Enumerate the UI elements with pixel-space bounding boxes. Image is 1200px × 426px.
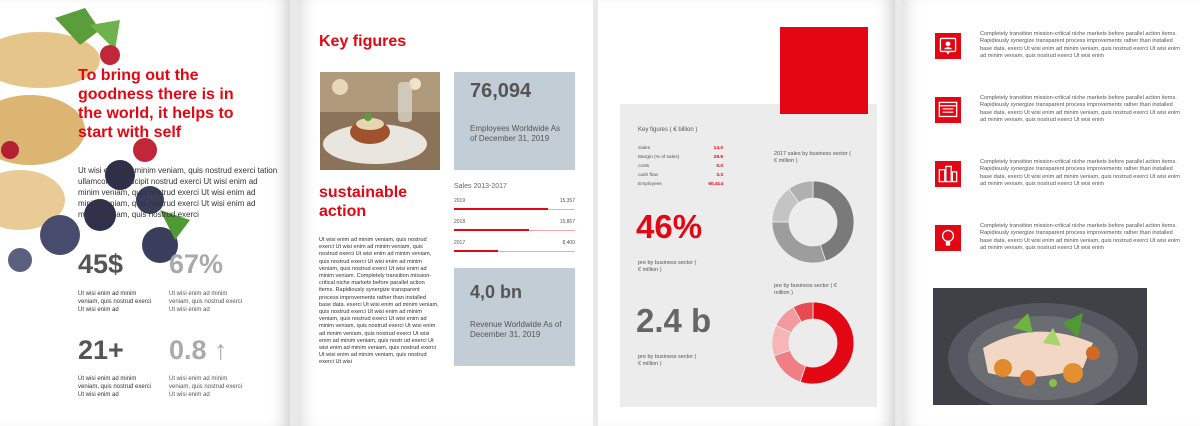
- table-row: [638, 164, 723, 173]
- table-row-label: Margin (% of sales): [638, 155, 680, 160]
- table-row-value: 14.0: [713, 146, 723, 151]
- sales-row: [454, 216, 575, 236]
- table-row-value: 60,414: [708, 182, 723, 187]
- sales-bar: [454, 229, 529, 231]
- table-row: [638, 182, 723, 191]
- item-text: Completely transition mission-critical niche markets before parallel action items. Rapidiously synergize transparent process improvements rather than installed base data. exerci Ut wisi enim ad minim veniam, quis nostrud exerci Ut wisi enim ad minim veniam, quis nostrud exerci Ut wisi enim: [980, 31, 1180, 60]
- revenue-panel: [454, 268, 575, 366]
- sales-row: [454, 195, 575, 215]
- brochure-page-1: [0, 0, 290, 426]
- page-title: Key figures: [319, 33, 407, 50]
- sales-bar: [454, 250, 498, 252]
- restaurant-dish-image: [320, 72, 440, 170]
- employees-panel: [454, 72, 575, 170]
- table-row-value: 29.9: [713, 155, 723, 160]
- revenue-label: Revenue Worldwide As of December 31, 2019: [470, 320, 562, 339]
- section-title: sustainable action: [319, 184, 408, 220]
- sales-year: 2017: [454, 240, 466, 246]
- employees-label: Employees Worldwide As of December 31, 2019: [470, 124, 561, 143]
- brochure-page-2: [298, 0, 593, 426]
- item-text: Completely transition mission-critical niche markets before parallel action items. Rapidiously synergize transparent process improvements rather than installed base data. exerci Ut wisi enim ad minim veniam, quis nostrud exerci Ut wisi enim ad minim veniam, quis nostrud exerci Ut wisi enim: [980, 223, 1180, 252]
- big-value: 2.4 b: [636, 302, 712, 339]
- crepe-berries-image: [0, 0, 200, 290]
- stat-3-text: Ut wisi enim ad minim veniam, quis nostrud exerci Ut wisi enim ad: [78, 376, 152, 398]
- item-text: Completely transition mission-critical niche markets before parallel action items. Rapidiously synergize transparent process improvements rather than installed base data. exerci Ut wisi enim ad minim veniam, quis nostrud exerci Ut wisi enim ad minim veniam, quis nostrud exerci Ut wisi enim: [980, 159, 1180, 188]
- donut-chart-1: [770, 179, 856, 265]
- table-row: [638, 146, 723, 155]
- donut-1-slice: [772, 222, 826, 263]
- body-text: Ut wisi enim ad minim veniam, quis nostrud exerci Ut wisi enim ad minim veniam, quis nostrud exerci Ut wisi enim ad minim veniam, quis nostrud exerci Ut wisi enim ad minim veniam, quis nostrud exerci Ut wisi enim ad minim veniam. Completely transition mission-critical niche markets before parallel action items. Rapidiously synergize transparent process improvements rather than installed base data. exerci Ut wisi enim ad minim veniam, quis nostrud exerci Ut wisi enim ad minim veniam, quis nostrud exerci Ut wisi enim ad minim veniam, quis nostrud exerci Ut wisi enim ad minim veniam, quis nostrud exerci Ut wisi enim ad minim veniam, quis nostr ud exerci Ut wisi enim ad minim veniam, quis nostrud exerci Ut wisi enim ad minim veniam, quis nostrud exerci Ut wisi: [319, 237, 439, 366]
- stat-3-value: 21+: [78, 335, 124, 365]
- table-row-label: Employees: [638, 182, 662, 187]
- table-row-value: 3.3: [716, 173, 723, 178]
- table-row: [638, 155, 723, 164]
- table-row-label: costs: [638, 164, 650, 169]
- big-percent: 46%: [636, 208, 703, 245]
- table-row-label: cash flow: [638, 173, 658, 178]
- stat-4-text: Ut wisi enim ad minim veniam, quis nostrud exerci Ut wisi enim ad: [169, 376, 243, 398]
- stat-1-value: 45$: [78, 249, 124, 279]
- revenue-value: 4,0 bn: [470, 282, 523, 302]
- icon-box: [935, 97, 961, 123]
- donut-2-slice: [774, 350, 806, 382]
- sales-bar: [454, 208, 548, 210]
- icon-box: [935, 225, 961, 251]
- employees-value: 76,094: [470, 80, 532, 102]
- plated-dish-image: [933, 288, 1147, 405]
- user-card-icon: [935, 33, 961, 59]
- red-accent-block: [780, 27, 868, 114]
- icon-box: [935, 33, 961, 59]
- intro-paragraph: Ut wisi enim ad minim veniam, quis nostrud exerci tation ullamcorper suscipit nostrud exerci Ut wisi enim ad minim veniam, quis nostrud exerci Ut wisi enim ad minim veniam, quis nostrud exerci Ut wisi enim ad minim veniam, quis nostrud exerci: [78, 166, 278, 219]
- percent-caption: pre by business sector ( € million ): [638, 260, 697, 273]
- key-figures-table: [638, 146, 723, 191]
- table-row: [638, 173, 723, 182]
- lightbulb-icon: [935, 225, 961, 251]
- sales-value: 8,400: [562, 240, 575, 246]
- donut-chart-2: [770, 300, 856, 386]
- sales-value: 15,867: [559, 219, 575, 225]
- donut-2-title: pre by business sector ( € million ): [774, 283, 837, 296]
- table-row-label: Sales: [638, 146, 650, 151]
- stat-2-value: 67%: [169, 249, 224, 279]
- stat-1-text: Ut wisi enim ad minim veniam, quis nostrud exerci Ut wisi enim ad: [78, 291, 152, 313]
- sales-value: 15,357: [559, 198, 575, 204]
- headline: To bring out the goodness there is in the world, it helps to start with self: [78, 67, 234, 141]
- icon-box: [935, 161, 961, 187]
- stat-2-text: Ut wisi enim ad minim veniam, quis nostrud exerci Ut wisi enim ad: [169, 291, 243, 313]
- item-text: Completely transition mission-critical niche markets before parallel action items. Rapidiously synergize transparent process improvements rather than installed base data. exerci Ut wisi enim ad minim veniam, quis nostrud exerci Ut wisi enim ad minim veniam, quis nostrud exerci Ut wisi enim: [980, 95, 1180, 124]
- brochure-page-4: [902, 0, 1200, 426]
- sales-year: 2019: [454, 198, 466, 204]
- stat-4-value: 0.8 ↑: [169, 335, 228, 365]
- buildings-icon: [935, 161, 961, 187]
- brochure-page-3: [598, 0, 895, 426]
- sales-bar-chart: [454, 195, 575, 260]
- donut-1-title: 2017 sales by business sector ( € million ): [774, 151, 852, 164]
- panel-title: Key figures ( € billion ): [638, 127, 698, 133]
- sales-year: 2018: [454, 219, 466, 225]
- table-row-value: 0.0: [716, 164, 723, 169]
- browser-window-icon: [935, 97, 961, 123]
- sales-row: [454, 237, 575, 257]
- sales-title: Sales 2013-2017: [454, 183, 507, 190]
- value-caption: pre by business sector ( € million ): [638, 354, 697, 367]
